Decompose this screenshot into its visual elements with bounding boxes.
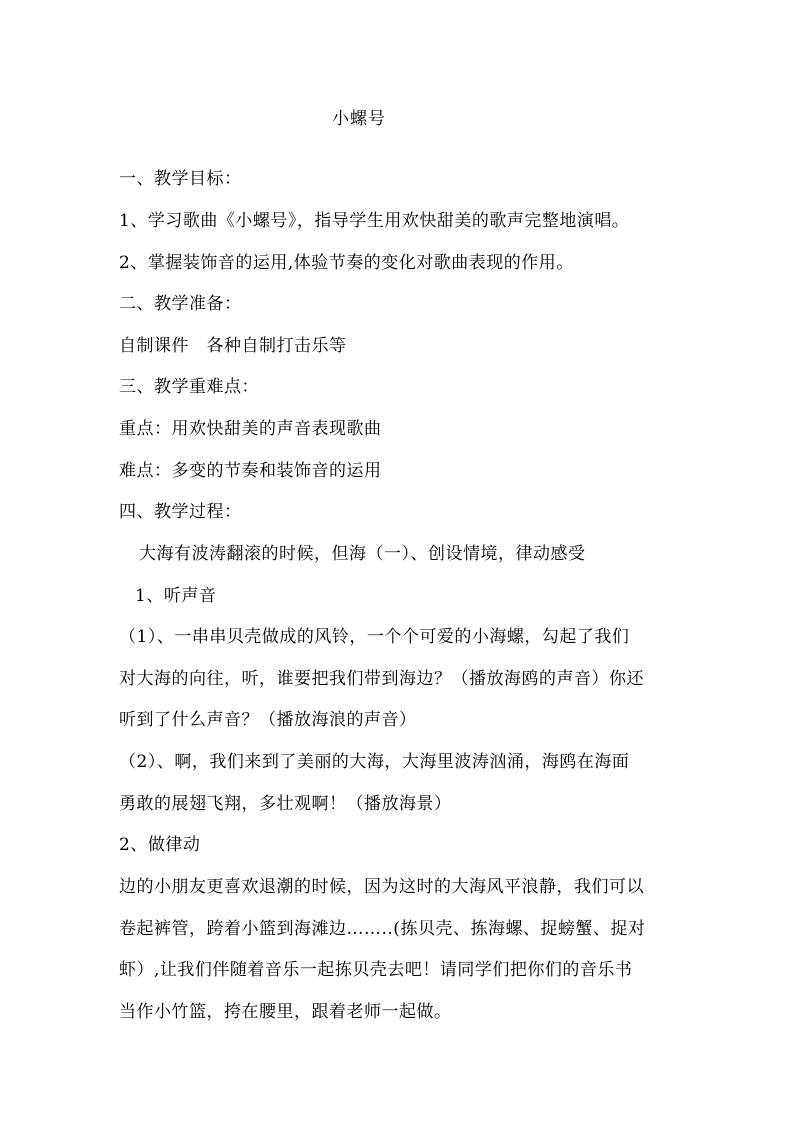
paragraph-line: 2、掌握装饰音的运用,体验节奏的变化对歌曲表现的作用。 xyxy=(119,253,574,273)
subheading-listen: 1、听声音 xyxy=(135,586,217,606)
section-heading-preparation: 二、教学准备： xyxy=(119,294,242,314)
paragraph-line: 难点：多变的节奏和装饰音的运用 xyxy=(119,461,382,481)
paragraph-line: 1、学习歌曲《小螺号》，指导学生用欢快甜美的歌声完整地演唱。 xyxy=(119,211,630,231)
section-heading-process: 四、教学过程： xyxy=(119,502,242,522)
paragraph-line: 对大海的向往，听，谁要把我们带到海边？（播放海鸥的声音）你还 xyxy=(119,669,644,689)
paragraph-line: 听到了什么声音？（播放海浪的声音） xyxy=(119,710,417,730)
section-heading-objectives: 一、教学目标： xyxy=(119,169,242,189)
paragraph-line: 勇敢的展翅飞翔，多壮观啊！（播放海景） xyxy=(119,794,452,814)
paragraph-line: （2）、啊，我们来到了美丽的大海，大海里波涛汹涌，海鸥在海面 xyxy=(119,752,630,772)
paragraph-line: 重点：用欢快甜美的声音表现歌曲 xyxy=(119,419,382,439)
paragraph-line: （1）、一串串贝壳做成的风铃，一个个可爱的小海螺，勾起了我们 xyxy=(119,627,630,647)
paragraph-line: 自制课件 各种自制打击乐等 xyxy=(119,336,347,356)
page-title: 小螺号 xyxy=(332,109,386,129)
paragraph-line: 大海有波涛翻滚的时候，但海（一）、创设情境，律动感受 xyxy=(139,544,586,564)
paragraph-line: 卷起裤管，跨着小篮到海滩边……..(拣贝壳、拣海螺、捉螃蟹、捉对 xyxy=(119,919,646,939)
subheading-rhythm: 2、做律动 xyxy=(119,835,201,855)
section-heading-key-points: 三、教学重难点： xyxy=(119,377,259,397)
paragraph-line: 虾）,让我们伴随着音乐一起拣贝壳去吧！请同学们把你们的音乐书 xyxy=(119,960,633,980)
paragraph-line: 当作小竹篮，挎在腰里，跟着老师一起做。 xyxy=(119,1002,452,1022)
paragraph-line: 边的小朋友更喜欢退潮的时候，因为这时的大海风平浪静，我们可以 xyxy=(119,877,644,897)
